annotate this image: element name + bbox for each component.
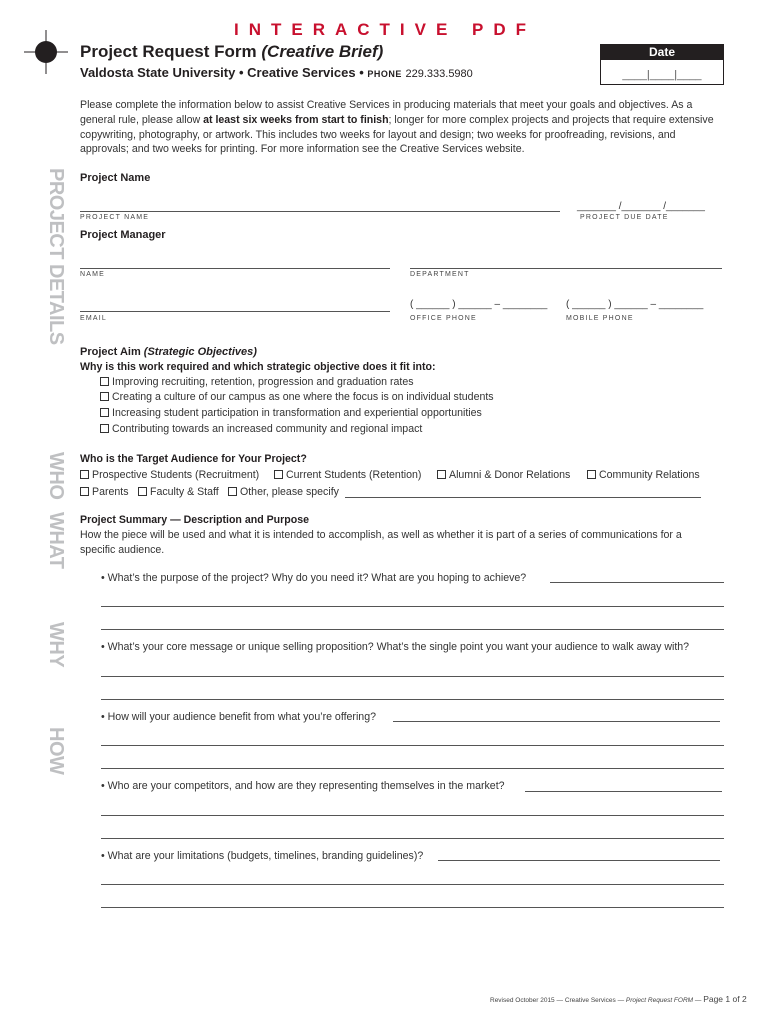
side-label-what: WHAT xyxy=(45,512,67,569)
institution-name: Valdosta State University xyxy=(80,65,236,80)
audience-other-field[interactable] xyxy=(345,497,701,498)
project-aim-paren: (Strategic Objectives) xyxy=(143,346,257,358)
answer-line[interactable] xyxy=(101,884,724,885)
checkbox[interactable] xyxy=(274,470,283,479)
audience-option[interactable] xyxy=(274,469,421,481)
answer-line[interactable] xyxy=(101,629,724,630)
answer-line[interactable] xyxy=(101,838,724,839)
department-field[interactable] xyxy=(410,268,722,269)
summary-question: • How will your audience benefit from what you’re offering? xyxy=(101,711,376,723)
answer-line[interactable] xyxy=(101,676,724,677)
aim-option[interactable] xyxy=(100,391,494,403)
project-aim-question: Why is this work required and which strategic objective does it fit into: xyxy=(80,361,436,373)
answer-line[interactable] xyxy=(525,791,722,792)
answer-line[interactable] xyxy=(393,721,720,722)
answer-line[interactable] xyxy=(101,745,724,746)
answer-line[interactable] xyxy=(101,815,724,816)
answer-line[interactable] xyxy=(438,860,720,861)
office-phone-field[interactable]: ( ______ ) ______ – ________ xyxy=(410,299,548,310)
subtitle-separator: • xyxy=(238,65,248,80)
answer-line[interactable] xyxy=(550,582,724,583)
audience-option-label: Alumni & Donor Relations xyxy=(449,469,571,481)
email-label: EMAIL xyxy=(80,315,108,322)
summary-description: How the piece will be used and what it is intended to accomplish, as well as whether it is part of a series of communications for a specific audience. xyxy=(80,529,682,556)
manager-name-field[interactable] xyxy=(80,268,390,269)
project-due-date-field[interactable]: _______ /_______ /_______ xyxy=(577,201,705,212)
audience-option[interactable] xyxy=(80,469,259,481)
checkbox[interactable] xyxy=(100,408,109,417)
side-label-how: HOW xyxy=(45,727,67,775)
side-label-why: WHY xyxy=(45,622,67,668)
answer-line[interactable] xyxy=(101,907,724,908)
checkbox[interactable] xyxy=(100,392,109,401)
email-field[interactable] xyxy=(80,311,390,312)
project-due-date-label: PROJECT DUE DATE xyxy=(580,214,669,221)
page-footer xyxy=(490,994,747,1004)
summary-question: • What’s the purpose of the project? Why do you need it? What are you hoping to achieve? xyxy=(101,572,527,584)
manager-name-label: NAME xyxy=(80,271,106,278)
checkbox[interactable] xyxy=(228,487,237,496)
checkbox[interactable] xyxy=(100,424,109,433)
side-label-who: WHO xyxy=(45,452,67,500)
aim-option-label: Increasing student participation in transformation and experiential opportunities xyxy=(112,407,482,419)
project-name-label: PROJECT NAME xyxy=(80,214,150,221)
project-name-heading: Project Name xyxy=(80,172,151,184)
side-label-project-details: PROJECT DETAILS xyxy=(45,168,67,345)
footer-separator: — xyxy=(694,997,704,1004)
project-aim-title: Project Aim xyxy=(80,346,141,358)
phone-label: PHONE xyxy=(367,69,402,79)
footer-revised: Revised October 2015 xyxy=(490,997,555,1004)
audience-option[interactable] xyxy=(138,486,219,498)
crosshair-logo-icon xyxy=(24,30,68,74)
audience-option[interactable] xyxy=(587,469,700,481)
audience-option-label: Other, please specify xyxy=(240,486,339,498)
office-phone-label: OFFICE PHONE xyxy=(410,315,477,322)
checkbox[interactable] xyxy=(437,470,446,479)
aim-option[interactable] xyxy=(100,423,422,435)
project-manager-heading: Project Manager xyxy=(80,229,166,241)
subtitle-separator: • xyxy=(359,65,368,80)
project-name-field[interactable] xyxy=(80,211,560,212)
department-label: DEPARTMENT xyxy=(410,271,470,278)
date-field[interactable]: ____|____|____ xyxy=(600,60,724,85)
audience-option-label: Prospective Students (Recruitment) xyxy=(92,469,260,481)
audience-option-label: Parents xyxy=(92,486,129,498)
aim-option[interactable] xyxy=(100,407,482,419)
answer-line[interactable] xyxy=(101,768,724,769)
audience-option[interactable] xyxy=(228,486,339,498)
form-title xyxy=(80,42,383,62)
summary-question: • What are your limitations (budgets, timelines, branding guidelines)? xyxy=(101,850,424,862)
checkbox[interactable] xyxy=(80,487,89,496)
footer-page: Page 1 of 2 xyxy=(703,994,747,1004)
footer-separator: — xyxy=(617,997,626,1004)
audience-option[interactable] xyxy=(80,486,129,498)
phone-number: 229.333.5980 xyxy=(405,68,473,80)
aim-option[interactable] xyxy=(100,376,414,388)
audience-option-label: Faculty & Staff xyxy=(150,486,219,498)
form-subtitle xyxy=(80,65,473,80)
audience-option-label: Community Relations xyxy=(599,469,700,481)
aim-option-label: Contributing towards an increased community and regional impact xyxy=(112,423,423,435)
intro-paragraph xyxy=(80,98,720,157)
summary-question: • Who are your competitors, and how are they representing themselves in the market? xyxy=(101,780,505,792)
intro-text-2: ; longer for more complex projects and projects that require extensive copywriting, photography, or artwork. This includes two weeks for layout and design; two weeks for proofreading, revisions, and approvals; and two weeks for printing. For more information see the Creative Services website. xyxy=(80,113,714,156)
footer-separator: — xyxy=(556,997,565,1004)
mobile-phone-label: MOBILE PHONE xyxy=(566,315,634,322)
aim-option-label: Improving recruiting, retention, progression and graduation rates xyxy=(112,376,414,388)
summary-heading: Project Summary — Description and Purpose xyxy=(80,514,310,526)
department-name: Creative Services xyxy=(247,65,356,80)
mobile-phone-field[interactable]: ( ______ ) ______ – ________ xyxy=(566,299,704,310)
checkbox[interactable] xyxy=(587,470,596,479)
date-label: Date xyxy=(600,44,724,60)
checkbox[interactable] xyxy=(138,487,147,496)
intro-text-1: Please complete the information below to assist Creative Services in producing materials that meet your goals and objectives. As a general rule, please allow xyxy=(80,99,693,126)
interactive-pdf-banner: INTERACTIVE PDF xyxy=(233,20,537,39)
form-title-paren: (Creative Brief) xyxy=(261,42,384,61)
footer-form: Project Request FORM xyxy=(625,997,694,1004)
form-title-main: Project Request Form xyxy=(80,42,257,61)
footer-dept: Creative Services xyxy=(564,997,616,1004)
audience-heading: Who is the Target Audience for Your Project? xyxy=(80,453,307,465)
intro-bold: at least six weeks from start to finish xyxy=(203,113,389,126)
checkbox[interactable] xyxy=(80,470,89,479)
summary-question: • What’s your core message or unique selling proposition? What’s the single point you want your audience to walk away with? xyxy=(101,641,690,653)
checkbox[interactable] xyxy=(100,377,109,386)
audience-option-label: Current Students (Retention) xyxy=(286,469,422,481)
audience-option[interactable] xyxy=(437,469,570,481)
answer-line[interactable] xyxy=(101,699,724,700)
aim-option-label: Creating a culture of our campus as one where the focus is on individual students xyxy=(112,391,494,403)
project-aim-heading xyxy=(80,346,257,358)
answer-line[interactable] xyxy=(101,606,724,607)
